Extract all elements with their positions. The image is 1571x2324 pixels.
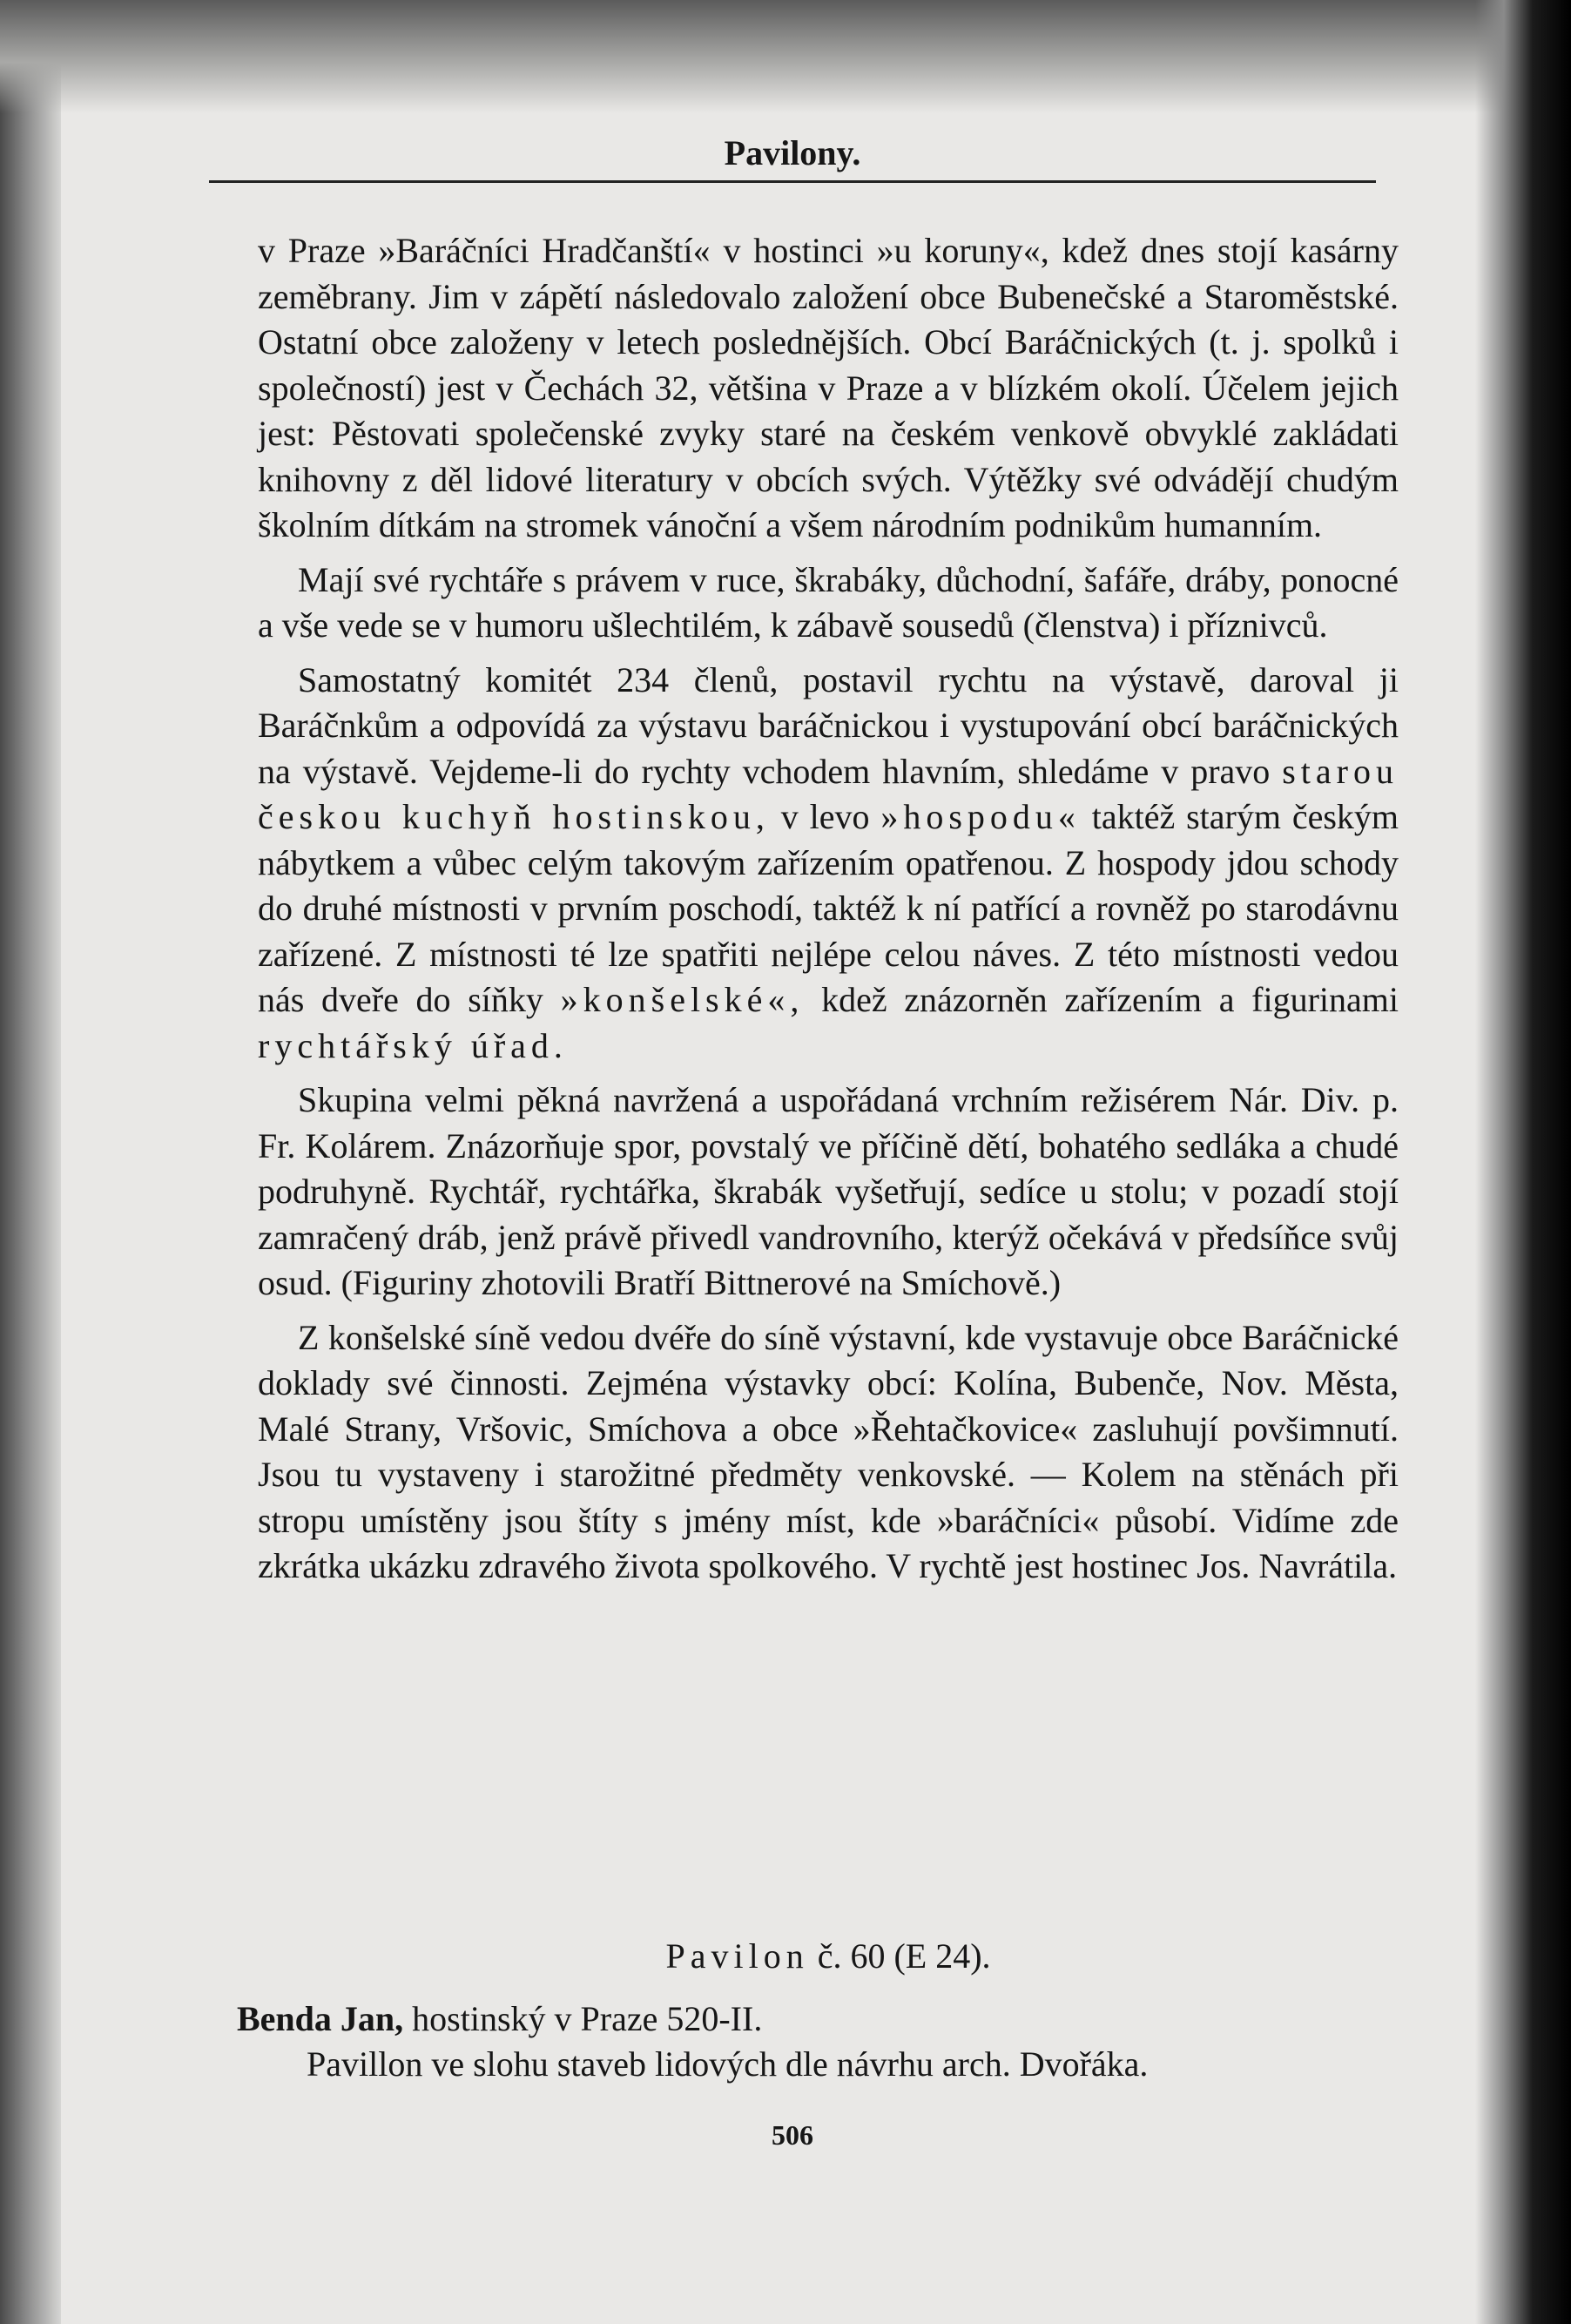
- pavilion-number: č. 60 (E 24).: [817, 1936, 991, 1976]
- exhibitor-name: Benda Jan,: [237, 1999, 404, 2038]
- header-rule: [209, 180, 1376, 183]
- running-header: Pavilony.: [724, 133, 861, 172]
- emphasis-hospoda: »hospodu«: [880, 797, 1081, 836]
- paragraph-1-text: v Praze »Baráčníci Hradčanští« v hostinci »u koruny«, kdež dnes stojí kasárny zeměbrany. Jim v zápětí následovalo založení obce Bubenečské a Staroměstské. Ostatní obce založeny v letech poslednějších. Obcí Baráčnických (t. j. spolků i společností) jest v Čechách 32, většina v Praze a v blízkém okolí. Účelem jejich jest: Pěstovati společenské zvyky staré na českém venkově obvyklé zakládati knihovny z děl lidové literatury v obcích svých. Výtěžky své odvádějí chudým školním dítkám na stromek vánoční a všem národním podnikům humanním.: [258, 231, 1399, 544]
- paragraph-4-text: Skupina velmi pěkná navržená a uspořádaná vrchním režisérem Nár. Div. p. Fr. Kolárem. Znázorňuje spor, povstalý ve příčině dětí, bohatého sedláka a chudé podruhyně. Rychtář, rychtářka, škrabák vyšetřují, sedíce u stolu; v pozadí stojí zamračený dráb, jenž právě přivedl vandrovního, kterýž očekává v předsíňce svůj osud. (Figuriny zhotovili Bratří Bittnerové na Smíchově.): [258, 1080, 1399, 1302]
- emphasis-konselske: »konšelské«,: [560, 980, 805, 1019]
- paragraph-5: [258, 1315, 1399, 1590]
- scan-border-top: [0, 0, 1571, 113]
- paragraph-3-text-a: Samostatný komitét 234 členů, postavil rychtu na výstavě, daroval ji Baráčnkům a odpovídá za výstavu baráčnickou i vystupování obcí baráčnických na výstavě. Vejdeme-li do rychty vchodem hlavním, shledáme v pravo: [258, 659, 1399, 791]
- exhibitor-detail: hostinský v Praze 520-II.: [412, 1999, 763, 2038]
- paragraph-2-text: Mají své rychtáře s právem v ruce, škrabáky, důchodní, šafáře, dráby, ponocné a vše vede se v humoru ušlechtilém, k zábavě sousedů (členstva) i příznivců.: [258, 559, 1399, 645]
- paragraph-4: [258, 1078, 1399, 1307]
- emphasis-rychtarsky-urad: rychtářský úřad.: [258, 1025, 568, 1065]
- pavilion-description: Pavillon ve slohu staveb lidových dle návrhu arch. Dvořáka.: [307, 2044, 1149, 2084]
- paragraph-3-text-d: kdež znázorněn zařízením a figurinami: [821, 980, 1399, 1019]
- paragraph-5-text: Z konšelské síně vedou dvéře do síně výstavní, kde vystavuje obce Baráčnické doklady své činnosti. Zejména výstavky obcí: Kolína, Bubenče, Nov. Města, Malé Strany, Vršovic, Smíchova a obce »Řehtačkovice« zasluhují povšimnutí. Jsou tu vystaveny i starožitné předměty venkovské. — Kolem na stěnách při stropu umístěny jsou štíty s jmény míst, kde »baráčníci« působí. Vidíme zde zkrátka ukázku zdravého života spolkového. V rychtě jest hostinec Jos. Navrátila.: [258, 1317, 1399, 1585]
- emphasis-kuchyn: starou českou kuchyň hostinskou,: [258, 751, 1399, 836]
- pavilion-label: Pavilon: [665, 1936, 809, 1976]
- body-text: [258, 228, 1399, 1598]
- paragraph-3-text-c: taktéž starým českým nábytkem a vůbec celým takovým zařízením opatřenou. Z hospody jdou schody do druhé místnosti v prvním poschodí, taktéž k ní patřící a rovněž po starodávnu zařízené. Z místnosti té lze spatřiti nejlépe celou náves. Z této místnosti vedou nás dveře do síňky: [258, 797, 1399, 1019]
- scan-border-left: [0, 0, 61, 2324]
- exhibitor-line: [237, 1996, 1404, 2043]
- scan-border-right: [1475, 0, 1571, 2324]
- paragraph-1: [258, 228, 1399, 549]
- paragraph-3-text-b: v levo: [780, 797, 870, 836]
- pavilion-heading: [258, 1936, 1399, 1976]
- paragraph-3: [258, 658, 1399, 1070]
- page-number: 506: [772, 2119, 813, 2151]
- paragraph-2: [258, 557, 1399, 649]
